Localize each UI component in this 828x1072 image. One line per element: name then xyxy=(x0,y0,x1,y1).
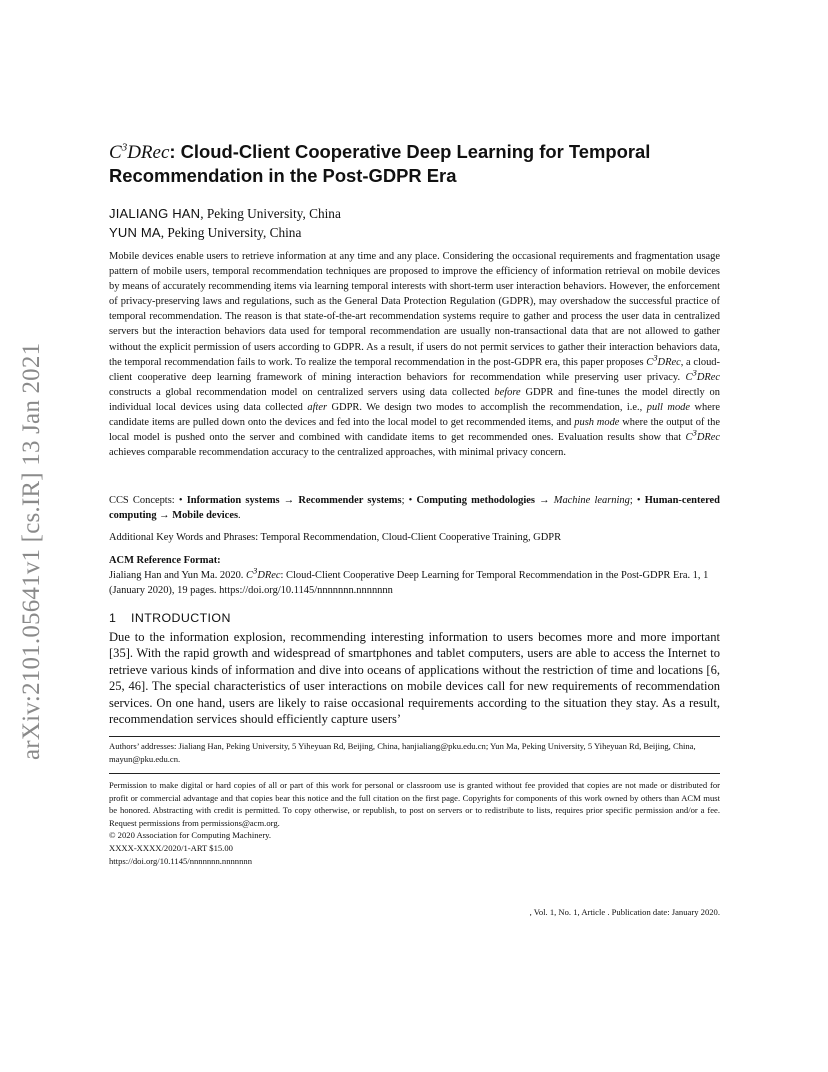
author-2: YUN MA, Peking University, China xyxy=(109,225,302,240)
paper-title: $C^3DRec$: Cloud-Client Cooperative Deep Learning for Temporal Recommendation in the Post-GDPR Era xyxy=(109,141,651,186)
permission-notice: Permission to make digital or hard copies of all or part of this work for personal or classroom use is granted without fee provided that copies are not made or distributed for profit or commercial advantage and that copies bear this notice and the full citation on the first page. Copyrights for components of this work owned by others than ACM must be honored. Abstracting with credit is permitted. To copy otherwise, or republish, to post on servers or to redistribute to lists, requires prior specific permission and/or a fee. Request permissions from permissions@acm.org. © 2020 Association for Computing Machinery. XXXX-XXXX/2020/1-ART $15.00 https://doi.org/10.1145/nnnnnnn.nnnnnnn xyxy=(109,780,720,866)
author-1: JIALIANG HAN, Peking University, China xyxy=(109,206,341,221)
permission-divider xyxy=(109,773,720,774)
keywords: Additional Key Words and Phrases: Temporal Recommendation, Cloud-Client Cooperative Training, GDPR xyxy=(109,532,562,543)
acm-reference-header: ACM Reference Format: xyxy=(109,555,221,566)
introduction-text: Due to the information explosion, recommending interesting information to users becomes more and more important [35]. With the rapid growth and widespread of smartphones and tablet computers, users are able to access the Internet to retrieve various kinds of information and dive into oceans of applications without the restriction of time and locations [6, 25, 46]. The special characteristics of user interactions on mobile devices call for new requirements of recommendation services. On one hand, users are likely to raise occasional requirements according to the situation they stay. As a result, recommendation services should efficiently capture users’ xyxy=(109,630,720,727)
acm-reference-format xyxy=(109,553,720,598)
section-heading-introduction: 1 INTRODUCTION xyxy=(109,611,231,625)
acm-reference-text: Jialiang Han and Yun Ma. 2020. $C^3DRec$: Cloud-Client Cooperative Deep Learning for Temporal Recommendation in the Post-GDPR Era. 1, 1 (January 2020), 19 pages. https://doi.org/10.1145/nnnnnnn.nnnnnnn xyxy=(109,565,709,597)
arxiv-side-stamp: arXiv:2101.05641v1 [cs.IR] 13 Jan 2021 xyxy=(18,342,45,760)
ccs-concepts: CCS Concepts: • Information systems → Recommender systems; • Computing methodologies → Machine learning; • Human-centered computing → Mobile devices. xyxy=(109,495,720,522)
page-footer: , Vol. 1, No. 1, Article . Publication date: January 2020. xyxy=(529,907,720,917)
footnote-divider xyxy=(109,736,720,737)
author-list xyxy=(109,204,720,242)
authors-addresses: Authors’ addresses: Jialiang Han, Peking University, 5 Yiheyuan Rd, Beijing, China, hanjialiang@pku.edu.cn; Yun Ma, Peking University, 5 Yiheyuan Rd, Beijing, China, mayun@pku.edu.cn. xyxy=(109,741,696,764)
abstract: Mobile devices enable users to retrieve information at any time and any place. Considering the occasional requirements and fragmentation usage pattern of mobile users, temporal recommendation techniques are proposed to improve the efficiency of information retrieval on mobile devices by means of accurately recommending items via learning temporal interests with short-term user interaction behaviors. However, the enforcement of privacy-preserving laws and regulations, such as the General Data Protection Regulation (GDPR), may overshadow the successful practice of temporal recommendation. The reason is that state-of-the-art recommendation systems require to gather and process the user data in centralized servers but the interaction behaviors data used for temporal recommendation are usually non-transactional data that are not allowed to gather without the explicit permission of users according to GDPR. As a result, if users do not permit services to gather their interaction behaviors data, the temporal recommendation fails to work. To realize the temporal recommendation in the post-GDPR era, this paper proposes $C^3DRec$, a cloud-client cooperative deep learning framework of mining interaction behaviors for recommendation while preserving user privacy. $C^3DRec$ constructs a global recommendation model on centralized servers using data collected before GDPR and fine-tunes the model directly on individual local devices using data collected after GDPR. We design two modes to accomplish the recommendation, i.e., pull mode where candidate items are pulled down onto the devices and fed into the local model to get recommended items, and push mode where the output of the local model is pushed onto the server and combined with candidate items to get recommended ones. Evaluation results show that $C^3DRec$ achieves comparable recommendation accuracy to the centralized approaches, with minimal privacy concern. xyxy=(109,251,720,459)
system-name: $C^3DRec$ xyxy=(109,141,170,163)
